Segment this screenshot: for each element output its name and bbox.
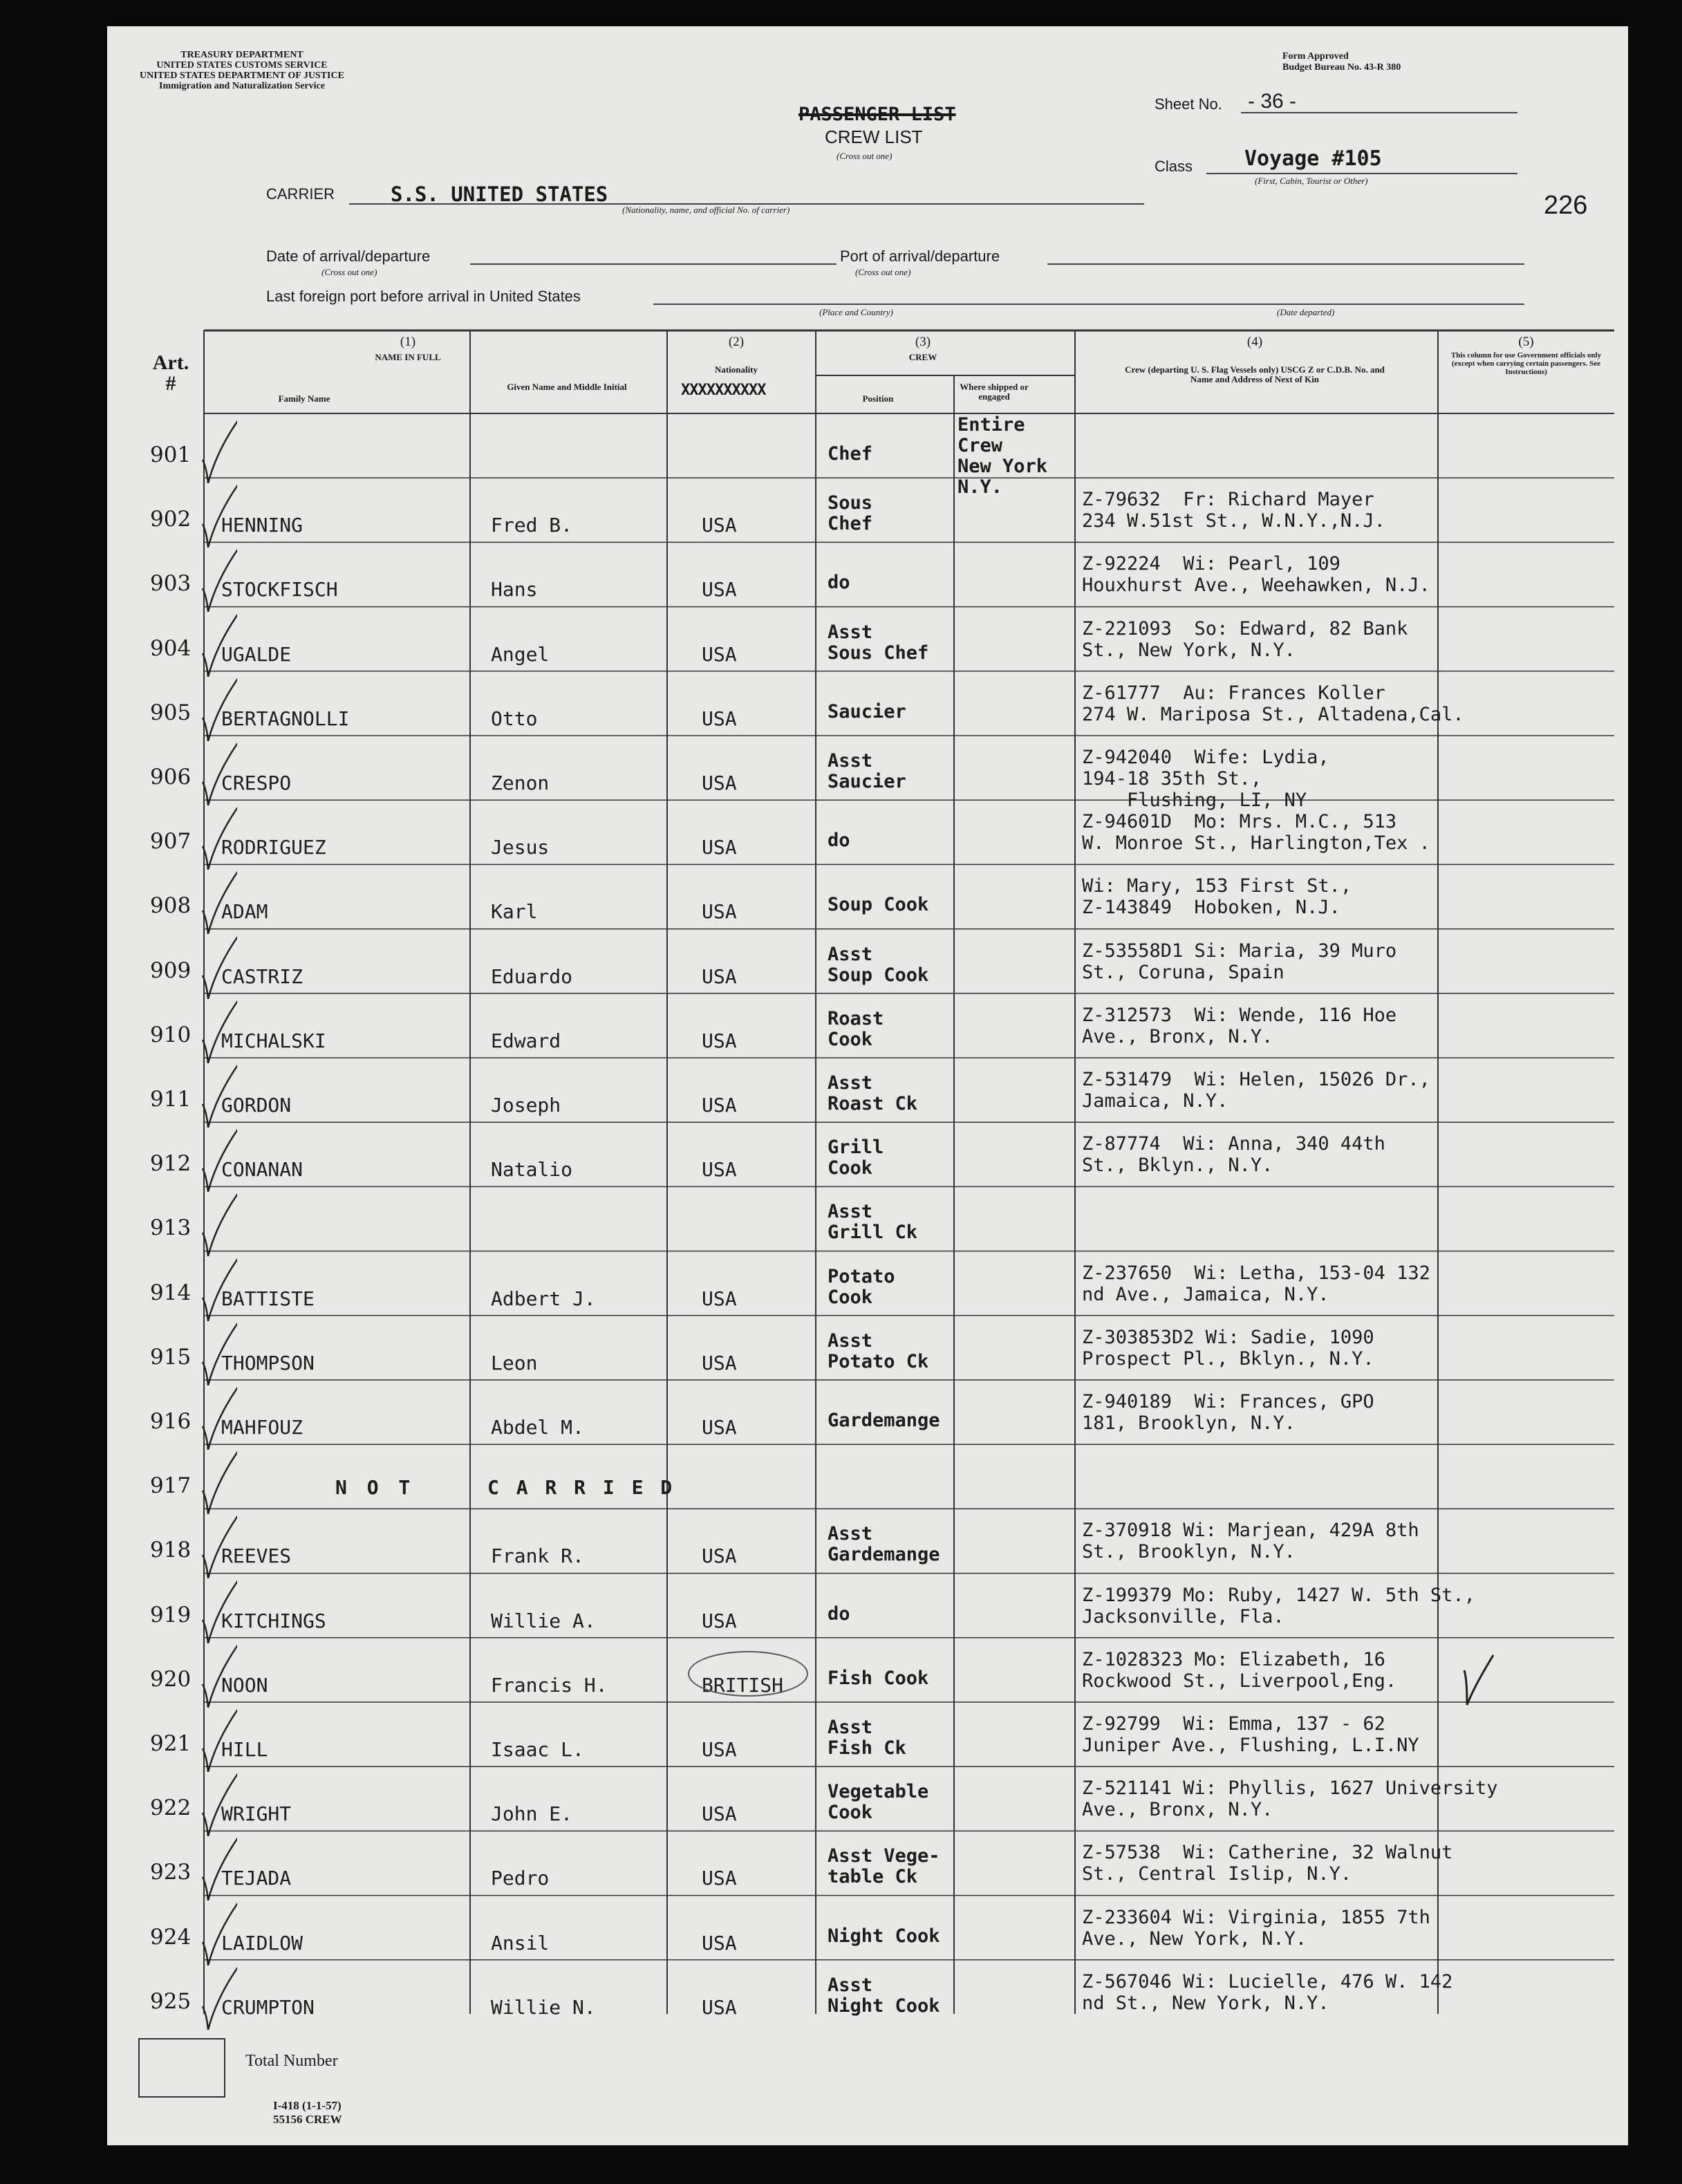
family-name: HENNING xyxy=(221,514,303,537)
next-of-kin: Z-940189 Wi: Frances, GPO 181, Brooklyn, N.Y. xyxy=(1082,1391,1374,1434)
check-mark-icon xyxy=(196,1641,237,1708)
check-stroke xyxy=(203,1128,237,1192)
nationality: USA xyxy=(702,1867,737,1890)
given-name: Edward xyxy=(491,1029,561,1052)
check-mark-icon xyxy=(196,1061,237,1128)
agency-line: UNITED STATES CUSTOMS SERVICE xyxy=(156,60,328,71)
check-stroke xyxy=(203,1837,237,1901)
nationality: USA xyxy=(702,1802,737,1826)
position: Asst Roast Ck xyxy=(828,1072,918,1114)
check-mark-icon xyxy=(196,739,237,805)
nationality: USA xyxy=(702,1416,737,1439)
check-stroke xyxy=(203,935,237,999)
position: do xyxy=(828,1603,850,1625)
family-name: BATTISTE xyxy=(221,1287,315,1310)
col3-shipped-header: Where shipped or engaged xyxy=(960,382,1029,402)
next-of-kin: Z-1028323 Mo: Elizabeth, 16 Rockwood St., Liverpool,Eng. xyxy=(1082,1648,1397,1692)
art-number: 904 xyxy=(150,635,191,661)
art-number: 925 xyxy=(150,1988,191,2014)
next-of-kin: Z-237650 Wi: Letha, 153-04 132 nd Ave., Jamaica, N.Y. xyxy=(1082,1262,1430,1305)
art-number: 902 xyxy=(150,507,191,532)
next-of-kin: Z-233604 Wi: Virginia, 1855 7th Ave., New York, N.Y. xyxy=(1082,1906,1430,1950)
next-of-kin: Z-92799 Wi: Emma, 137 - 62 Juniper Ave., Flushing, L.I.NY xyxy=(1082,1713,1419,1756)
given-name: John E. xyxy=(491,1802,573,1826)
family-name: THOMPSON xyxy=(221,1351,315,1374)
check-mark-icon xyxy=(196,1190,237,1256)
next-of-kin: Z-567046 Wi: Lucielle, 476 W. 142 nd St., New York, N.Y. xyxy=(1082,1970,1453,2014)
given-name: Eduardo xyxy=(491,964,573,988)
col3-number: (3) xyxy=(915,335,931,349)
check-stroke xyxy=(203,1515,237,1578)
nationality: USA xyxy=(702,1351,737,1374)
art-number: 905 xyxy=(150,700,191,725)
nationality: USA xyxy=(702,1738,737,1761)
check-mark-icon xyxy=(196,1963,237,2030)
next-of-kin: Z-94601D Mo: Mrs. M.C., 513 W. Monroe St., Harlington,Tex . xyxy=(1082,811,1430,855)
next-of-kin: Z-87774 Wi: Anna, 340 44th St., Bklyn., N.Y. xyxy=(1082,1133,1385,1177)
position: Soup Cook xyxy=(828,894,929,916)
check-mark-icon xyxy=(196,933,237,999)
col2-title: Nationality xyxy=(714,364,758,375)
next-of-kin: Z-61777 Au: Frances Koller 274 W. Mariposa St., Altadena,Cal. xyxy=(1082,682,1464,725)
art-number: 910 xyxy=(150,1022,191,1047)
art-number: 917 xyxy=(150,1473,191,1499)
nationality: USA xyxy=(702,578,737,601)
family-name: MAHFOUZ xyxy=(221,1416,303,1439)
check-mark-icon xyxy=(196,1255,237,1321)
nationality: BRITISH xyxy=(702,1673,784,1697)
check-stroke xyxy=(203,1580,237,1643)
check-stroke xyxy=(203,1708,237,1772)
carrier-note: (Nationality, name, and official No. of carrier) xyxy=(622,205,790,215)
port-label: Port of arrival/departure xyxy=(840,248,1000,265)
given-name: Isaac L. xyxy=(491,1738,584,1761)
given-name: Francis H. xyxy=(491,1673,608,1697)
carrier-label: CARRIER xyxy=(266,185,335,203)
check-stroke xyxy=(203,1064,237,1128)
total-number-box xyxy=(138,2038,225,2098)
check-stroke xyxy=(203,1966,237,2030)
family-name: TEJADA xyxy=(221,1867,292,1890)
nationality: USA xyxy=(702,1931,737,1954)
family-name: LAIDLOW xyxy=(221,1931,303,1954)
form-number: I-418 (1-1-57) xyxy=(273,2099,342,2112)
position: Sous Chef xyxy=(828,492,873,535)
not-carried-text: N O T xyxy=(335,1476,415,1500)
check-mark-icon xyxy=(196,803,237,870)
check-mark-icon xyxy=(196,1834,237,1901)
check-stroke xyxy=(203,1000,237,1063)
given-name: Pedro xyxy=(491,1867,550,1890)
given-name: Zenon xyxy=(491,772,550,794)
family-name: KITCHINGS xyxy=(221,1609,326,1632)
check-mark-icon xyxy=(196,868,237,934)
list-title: CREW LIST xyxy=(825,127,923,147)
nationality: USA xyxy=(702,1158,737,1182)
form-approved: Form Approved xyxy=(1282,51,1349,62)
check-mark-icon xyxy=(196,675,237,741)
next-of-kin: Z-57538 Wi: Catherine, 32 Walnut St., Central Islip, N.Y. xyxy=(1082,1842,1453,1885)
col5-number: (5) xyxy=(1518,335,1534,349)
next-of-kin: Z-53558D1 Si: Maria, 39 Muro St., Coruna, Spain xyxy=(1082,940,1397,983)
check-stroke xyxy=(203,1322,237,1385)
given-name: Karl xyxy=(491,900,538,924)
art-number: 911 xyxy=(150,1087,191,1112)
given-name: Natalio xyxy=(491,1158,573,1182)
check-stroke xyxy=(203,870,237,934)
date-departed-note: (Date departed) xyxy=(1277,307,1335,317)
given-name: Frank R. xyxy=(491,1544,584,1568)
check-stroke xyxy=(203,613,237,677)
art-number: 916 xyxy=(150,1409,191,1434)
page-number: 226 xyxy=(1544,191,1588,220)
position: do xyxy=(828,830,850,852)
check-mark-icon xyxy=(196,1126,237,1192)
given-name: Joseph xyxy=(491,1094,561,1117)
given-name: Otto xyxy=(491,707,538,730)
check-stroke xyxy=(203,806,237,870)
position: Saucier xyxy=(828,700,906,722)
position: Night Cook xyxy=(828,1925,940,1947)
nationality: USA xyxy=(702,1287,737,1310)
check-stroke xyxy=(203,1450,237,1514)
position: Asst Gardemange xyxy=(828,1523,940,1566)
art-number: 924 xyxy=(150,1924,191,1950)
position: Asst Soup Cook xyxy=(828,943,929,986)
nationality: USA xyxy=(702,707,737,730)
family-name: CRUMPTON xyxy=(221,1995,315,2019)
nationality-circle-mark xyxy=(688,1651,808,1697)
art-number: 901 xyxy=(150,442,191,467)
art-number: 923 xyxy=(150,1860,191,1885)
given-name: Willie N. xyxy=(491,1995,596,2019)
next-of-kin: Z-942040 Wife: Lydia, 194-18 35th St., Flushing, LI, NY xyxy=(1082,747,1329,811)
col1-title: NAME IN FULL xyxy=(375,352,441,362)
position: Chef xyxy=(828,443,873,465)
check-mark-icon xyxy=(196,1448,237,1514)
position: Asst Night Cook xyxy=(828,1974,940,2017)
family-name: RODRIGUEZ xyxy=(221,836,326,859)
place-note: (Place and Country) xyxy=(819,307,893,317)
given-name: Hans xyxy=(491,578,538,601)
family-name: MICHALSKI xyxy=(221,1029,326,1052)
art-number: 908 xyxy=(150,893,191,919)
crew-list-sheet xyxy=(107,26,1628,2145)
art-number: 922 xyxy=(150,1795,191,1821)
struck-title: PASSENGER LIST xyxy=(798,104,956,125)
nationality: USA xyxy=(702,836,737,859)
art-number: 909 xyxy=(150,958,191,983)
family-name: UGALDE xyxy=(221,642,292,666)
given-name: Abdel M. xyxy=(491,1416,584,1439)
nationality: USA xyxy=(702,642,737,666)
position: Asst Fish Ck xyxy=(828,1717,906,1759)
check-stroke xyxy=(203,548,237,612)
check-mark-icon xyxy=(196,1512,237,1578)
next-of-kin: Z-221093 So: Edward, 82 Bank St., New York, N.Y. xyxy=(1082,617,1408,661)
nationality: USA xyxy=(702,1094,737,1117)
check-stroke xyxy=(203,742,237,805)
family-name: GORDON xyxy=(221,1094,292,1117)
official-check-mark-icon xyxy=(1459,1651,1500,1713)
class-label: Class xyxy=(1155,158,1193,175)
given-name: Fred B. xyxy=(491,514,573,537)
next-of-kin: Z-370918 Wi: Marjean, 429A 8th St., Brooklyn, N.Y. xyxy=(1082,1520,1419,1563)
nationality: USA xyxy=(702,1029,737,1052)
carrier-value: S.S. UNITED STATES xyxy=(391,183,608,206)
shipped-note: Entire Crew New York N.Y. xyxy=(957,414,1048,498)
family-name: CONANAN xyxy=(221,1158,303,1182)
check-mark-icon xyxy=(196,610,237,677)
col4-title: Crew (departing U. S. Flag Vessels only) USCG Z or C.D.B. No. and Name and Address of Next of Kin xyxy=(1125,364,1385,384)
family-name: CRESPO xyxy=(221,772,292,794)
sheet-value: - 36 - xyxy=(1248,90,1297,113)
col1-given-header: Given Name and Middle Initial xyxy=(507,382,627,392)
check-mark-icon xyxy=(196,1319,237,1385)
check-mark-icon xyxy=(196,1770,237,1836)
class-note: (First, Cabin, Tourist or Other) xyxy=(1255,176,1368,186)
next-of-kin: Wi: Mary, 153 First St., Z-143849 Hoboken, N.J. xyxy=(1082,875,1352,919)
next-of-kin: Z-303853D2 Wi: Sadie, 1090 Prospect Pl., Bklyn., N.Y. xyxy=(1082,1326,1374,1370)
position: Asst Grill Ck xyxy=(828,1201,918,1244)
family-name: HILL xyxy=(221,1738,268,1761)
position: Potato Cook xyxy=(828,1265,895,1308)
check-mark-icon xyxy=(196,1706,237,1772)
date-label: Date of arrival/departure xyxy=(266,248,431,265)
given-name: Jesus xyxy=(491,836,550,859)
agency-line: UNITED STATES DEPARTMENT OF JUSTICE xyxy=(140,71,344,81)
family-name: NOON xyxy=(221,1673,268,1697)
check-stroke xyxy=(203,678,237,741)
art-number: 918 xyxy=(150,1538,191,1563)
given-name: Leon xyxy=(491,1351,538,1374)
art-number: 903 xyxy=(150,571,191,597)
check-mark-icon xyxy=(196,1383,237,1450)
position: Asst Vege- table Ck xyxy=(828,1845,940,1888)
art-number: 921 xyxy=(150,1731,191,1756)
next-of-kin: Z-199379 Mo: Ruby, 1427 W. 5th St., Jacksonville, Fla. xyxy=(1082,1584,1475,1627)
nationality: USA xyxy=(702,1609,737,1632)
family-name: BERTAGNOLLI xyxy=(221,707,350,730)
art-number: 915 xyxy=(150,1344,191,1370)
next-of-kin: Z-312573 Wi: Wende, 116 Hoe Ave., Bronx, N.Y. xyxy=(1082,1004,1397,1047)
agency-line: TREASURY DEPARTMENT xyxy=(180,50,303,60)
nationality: USA xyxy=(702,900,737,924)
position: Grill Cook xyxy=(828,1137,884,1179)
date-note: (Cross out one) xyxy=(321,267,377,277)
nationality: USA xyxy=(702,514,737,537)
given-name: Adbert J. xyxy=(491,1287,596,1310)
check-stroke xyxy=(203,1193,237,1256)
art-number: 919 xyxy=(150,1602,191,1627)
col3-position-header: Position xyxy=(862,393,894,404)
art-header: Art. # xyxy=(152,351,189,395)
given-name: Willie A. xyxy=(491,1609,596,1632)
col5-title: This column for use Government officials only (except when carrying certain passengers. See Instructions) xyxy=(1450,351,1602,376)
art-number: 912 xyxy=(150,1151,191,1177)
col4-number: (4) xyxy=(1246,335,1263,349)
check-mark-icon xyxy=(196,1577,237,1643)
next-of-kin: Z-521141 Wi: Phyllis, 1627 University Ave., Bronx, N.Y. xyxy=(1082,1777,1498,1821)
not-carried-text: C A R R I E D xyxy=(487,1476,675,1500)
budget-bureau: Budget Bureau No. 43-R 380 xyxy=(1282,62,1401,73)
nationality: USA xyxy=(702,772,737,794)
family-name: ADAM xyxy=(221,900,268,924)
port-note: (Cross out one) xyxy=(855,267,911,277)
col3-title: CREW xyxy=(908,352,937,362)
class-value: Voyage #105 xyxy=(1244,147,1382,171)
check-stroke xyxy=(203,1258,237,1321)
position: Gardemange xyxy=(828,1410,940,1431)
art-number: 907 xyxy=(150,829,191,855)
given-name: Ansil xyxy=(491,1931,550,1954)
position: do xyxy=(828,572,850,594)
family-name: WRIGHT xyxy=(221,1802,292,1826)
last-port-label: Last foreign port before arrival in United States xyxy=(266,288,581,305)
check-mark-icon xyxy=(196,417,237,483)
check-mark-icon xyxy=(196,481,237,548)
check-stroke xyxy=(203,1386,237,1450)
art-number: 914 xyxy=(150,1280,191,1305)
check-stroke xyxy=(203,484,237,548)
position: Fish Cook xyxy=(828,1667,929,1689)
given-name: Angel xyxy=(491,642,550,666)
col1-number: (1) xyxy=(400,335,416,349)
nationality: USA xyxy=(702,964,737,988)
position: Vegetable Cook xyxy=(828,1781,929,1824)
position: Asst Potato Ck xyxy=(828,1329,929,1372)
cross-out-note: (Cross out one) xyxy=(837,151,893,161)
total-label: Total Number xyxy=(245,2052,338,2070)
art-number: 913 xyxy=(150,1215,191,1241)
col1-family-header: Family Name xyxy=(278,393,330,404)
check-stroke xyxy=(203,420,237,483)
check-mark-icon xyxy=(196,1899,237,1966)
position: Asst Saucier xyxy=(828,750,906,792)
check-stroke xyxy=(203,1773,237,1836)
check-stroke xyxy=(203,1902,237,1966)
nationality: USA xyxy=(702,1544,737,1568)
sheet-label: Sheet No. xyxy=(1155,95,1222,113)
next-of-kin: Z-79632 Fr: Richard Mayer 234 W.51st St., W.N.Y.,N.J. xyxy=(1082,489,1385,532)
family-name: CASTRIZ xyxy=(221,964,303,988)
check-stroke xyxy=(203,1644,237,1708)
art-number: 920 xyxy=(150,1666,191,1692)
agency-line: Immigration and Naturalization Service xyxy=(159,81,325,91)
family-name: STOCKFISCH xyxy=(221,578,338,601)
col2-number: (2) xyxy=(728,335,745,349)
col2-struck: XXXXXXXXXX xyxy=(681,382,766,399)
position: Asst Sous Chef xyxy=(828,621,929,664)
check-mark-icon xyxy=(196,997,237,1063)
check-mark-icon xyxy=(196,545,237,612)
crew-code: 55156 CREW xyxy=(273,2113,342,2126)
next-of-kin: Z-92224 Wi: Pearl, 109 Houxhurst Ave., Weehawken, N.J. xyxy=(1082,553,1430,597)
next-of-kin: Z-531479 Wi: Helen, 15026 Dr., Jamaica, N.Y. xyxy=(1082,1069,1430,1112)
art-number: 906 xyxy=(150,765,191,790)
nationality: USA xyxy=(702,1995,737,2019)
family-name: REEVES xyxy=(221,1544,292,1568)
position: Roast Cook xyxy=(828,1007,884,1050)
